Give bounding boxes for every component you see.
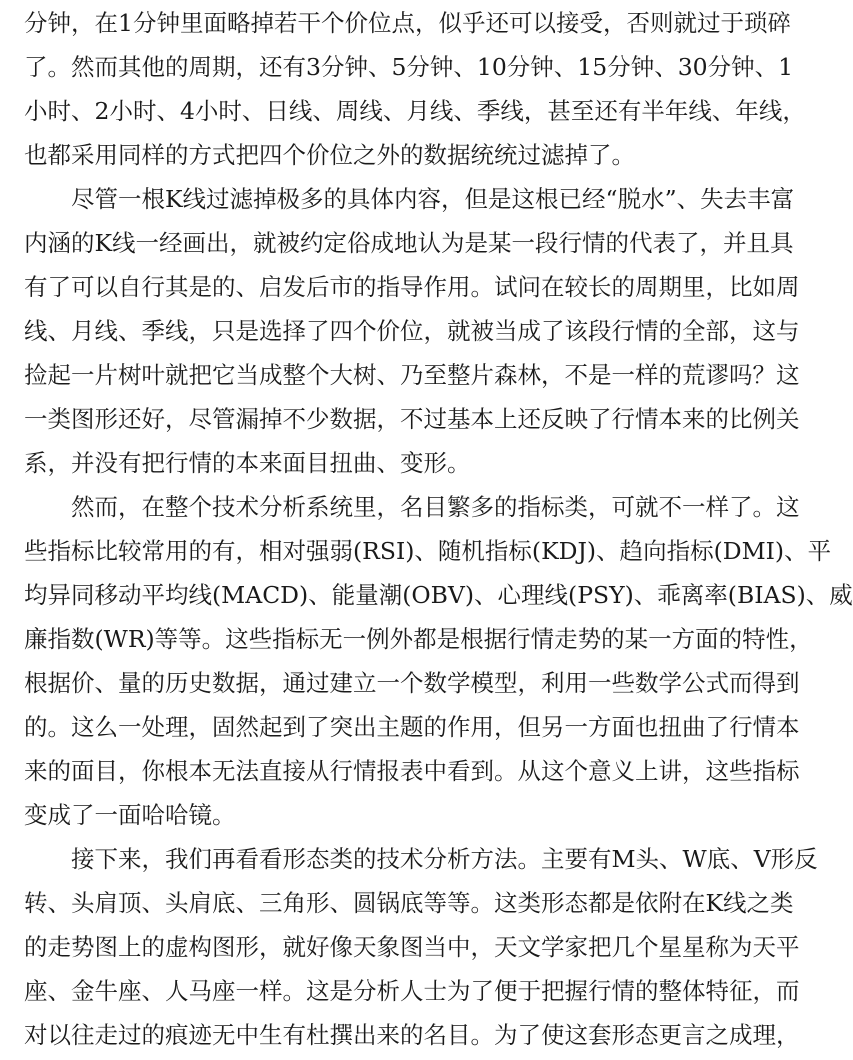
text-line: 接下来，我们再看看形态类的技术分析方法。主要有M头、W底、V形反 — [71, 845, 818, 873]
text-line: 座、金牛座、人马座一样。这是分析人士为了便于把握行情的整体特征，而 — [24, 977, 800, 1005]
text-line: 的。这么一处理，固然起到了突出主题的作用，但另一方面也扭曲了行情本 — [24, 713, 800, 741]
text-line: 捡起一片树叶就把它当成整个大树、乃至整片森林，不是一样的荒谬吗？这 — [24, 361, 800, 389]
text-line: 系，并没有把行情的本来面目扭曲、变形。 — [24, 449, 471, 477]
text-line: 尽管一根K线过滤掉极多的具体内容，但是这根已经“脱水”、失去丰富 — [71, 185, 795, 213]
text-line: 然而，在整个技术分析系统里，名目繁多的指标类，可就不一样了。这 — [71, 493, 800, 521]
text-line: 分钟，在1分钟里面略掉若干个价位点，似乎还可以接受，否则就过于琐碎 — [24, 9, 791, 37]
text-line: 也都采用同样的方式把四个价位之外的数据统统过滤掉了。 — [24, 141, 635, 169]
text-line: 均异同移动平均线(MACD)、能量潮(OBV)、心理线(PSY)、乖离率(BIAS)、威 — [24, 581, 853, 609]
text-line: 对以往走过的痕迹无中生有杜撰出来的名目。为了使这套形态更言之成理， — [24, 1021, 800, 1049]
text-line: 些指标比较常用的有，相对强弱(RSI)、随机指标(KDJ)、趋向指标(DMI)、平 — [24, 537, 832, 565]
text-line: 转、头肩顶、头肩底、三角形、圆锅底等等。这类形态都是依附在K线之类 — [24, 889, 794, 917]
text-line: 来的面目，你根本无法直接从行情报表中看到。从这个意义上讲，这些指标 — [24, 757, 800, 785]
text-line: 的走势图上的虚构图形，就好像天象图当中，天文学家把几个星星称为天平 — [24, 933, 800, 961]
text-line: 变成了一面哈哈镜。 — [24, 801, 236, 829]
text-line: 内涵的K线一经画出，就被约定俗成地认为是某一段行情的代表了，并且具 — [24, 229, 794, 257]
text-line: 一类图形还好，尽管漏掉不少数据，不过基本上还反映了行情本来的比例关 — [24, 405, 800, 433]
text-line: 小时、2小时、4小时、日线、周线、月线、季线，甚至还有半年线、年线， — [24, 97, 806, 125]
text-line: 根据价、量的历史数据，通过建立一个数学模型，利用一些数学公式而得到 — [24, 669, 800, 697]
text-line: 了。然而其他的周期，还有3分钟、5分钟、10分钟、15分钟、30分钟、1 — [24, 53, 794, 81]
text-line: 线、月线、季线，只是选择了四个价位，就被当成了该段行情的全部，这与 — [24, 317, 800, 345]
text-line: 廉指数(WR)等等。这些指标无一例外都是根据行情走势的某一方面的特性， — [24, 625, 813, 653]
text-line: 有了可以自行其是的、启发后市的指导作用。试问在较长的周期里，比如周 — [24, 273, 800, 301]
